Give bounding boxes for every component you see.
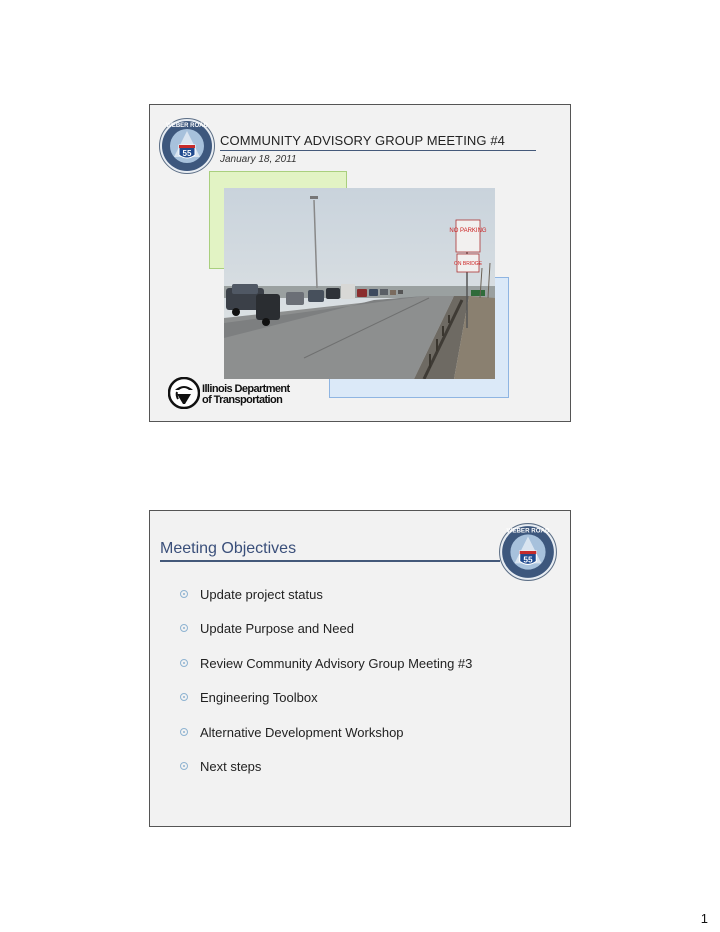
list-item-text: Update Purpose and Need [200, 621, 354, 637]
bullet-icon [180, 659, 188, 667]
title-underline [220, 150, 536, 151]
title-underline [160, 560, 500, 562]
photo-sign-top: NO PARKING [449, 228, 487, 234]
list-item [180, 759, 472, 793]
idot-line-2: of Transportation [202, 394, 283, 406]
photo-sign-bottom: ON BRIDGE [453, 261, 483, 267]
list-item [180, 621, 472, 655]
idot-wordmark [202, 384, 290, 406]
logo-top-text: WEBER ROAD [166, 123, 208, 129]
bullet-icon [180, 762, 188, 770]
list-item-text: Engineering Toolbox [200, 690, 318, 706]
objectives-list [180, 587, 472, 793]
list-item-text: Alternative Development Workshop [200, 724, 404, 740]
list-item [180, 587, 472, 621]
slide-1 [149, 104, 571, 422]
bullet-icon [180, 590, 188, 598]
weber-road-logo-icon [158, 117, 216, 175]
bullet-icon [180, 728, 188, 736]
list-item-text: Review Community Advisory Group Meeting #3 [200, 655, 473, 671]
bridge-traffic-photo [224, 188, 495, 379]
logo-shield-number: 55 [182, 149, 192, 158]
bullet-icon [180, 624, 188, 632]
list-item [180, 690, 472, 724]
weber-road-logo-icon [498, 522, 558, 582]
list-item [180, 725, 472, 759]
list-item [180, 656, 472, 690]
slide-2-title: Meeting Objectives [160, 540, 297, 557]
bullet-icon [180, 693, 188, 701]
logo-top-text: WEBER ROAD [506, 527, 550, 535]
list-item-text: Update project status [200, 587, 323, 602]
logo-shield-number: 55 [523, 555, 533, 565]
meeting-date: January 18, 2011 [220, 154, 297, 165]
idot-logo-icon [168, 377, 200, 409]
idot-line-1: Illinois Department [202, 383, 290, 395]
list-item-text: Next steps [200, 758, 262, 774]
slide-2 [149, 510, 571, 827]
slide-1-title: COMMUNITY ADVISORY GROUP MEETING #4 [220, 133, 505, 148]
page-number: 1 [700, 911, 708, 926]
